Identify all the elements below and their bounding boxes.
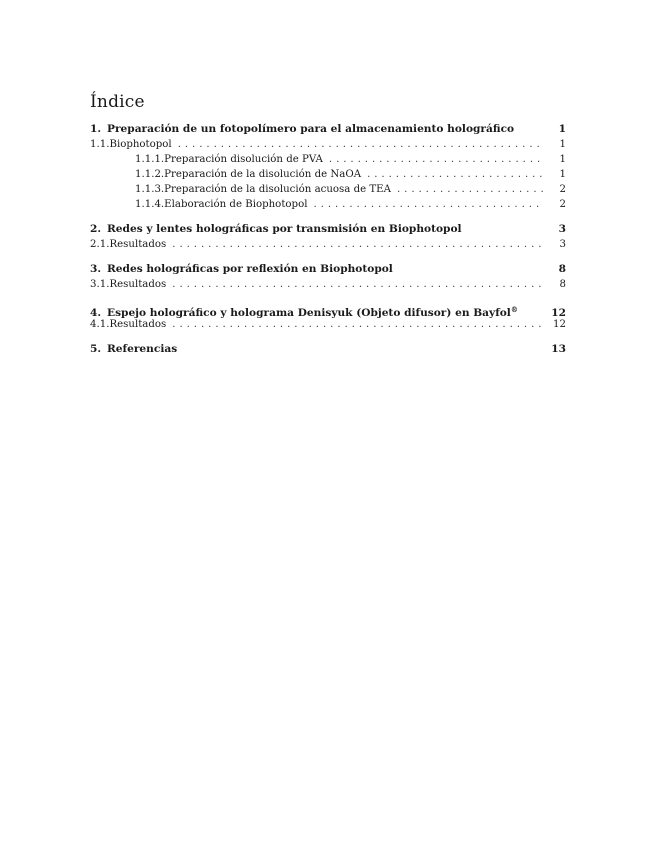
toc-entry[interactable] (90, 317, 566, 332)
entry-number: 1.1.4. (135, 199, 165, 210)
toc-entry[interactable] (90, 262, 566, 277)
entry-page: 1 (559, 139, 566, 150)
entry-number: 1.1. (90, 139, 110, 150)
entry-number: 4. (90, 307, 102, 319)
entry-page: 2 (559, 199, 566, 210)
dot-leader (172, 317, 544, 332)
registered-mark: ® (510, 305, 518, 314)
toc-entry[interactable] (90, 137, 566, 152)
toc-entry[interactable] (90, 122, 566, 137)
entry-title: Preparación de la disolución de NaOA (164, 169, 362, 180)
entry-title: Elaboración de Biophotopol (164, 199, 308, 210)
entry-title: Resultados (109, 239, 167, 250)
toc-entry[interactable] (90, 152, 566, 167)
toc-entry[interactable] (90, 222, 566, 237)
entry-page: 12 (551, 307, 566, 319)
dot-leader (178, 137, 544, 152)
entry-page: 3 (558, 223, 566, 235)
dot-leader (172, 277, 544, 292)
entry-page: 8 (559, 279, 566, 290)
entry-number: 1.1.3. (135, 184, 165, 195)
entry-title: Biophotopol (109, 139, 172, 150)
entry-title: Redes y lentes holográficas por transmisión en Biophotopol (107, 223, 462, 235)
toc-entry[interactable] (90, 167, 566, 182)
entry-number: 4.1. (90, 319, 110, 330)
entry-page: 13 (551, 343, 566, 355)
entry-title: Preparación de un fotopolímero para el almacenamiento holográfico (107, 123, 515, 135)
dot-leader (397, 182, 544, 197)
entry-page: 1 (559, 169, 566, 180)
entry-number: 2.1. (90, 239, 110, 250)
entry-page: 12 (553, 319, 566, 330)
entry-title: Resultados (109, 319, 167, 330)
entry-page: 3 (559, 239, 566, 250)
entry-title-text: Espejo holográfico y holograma Denisyuk (Objeto difusor) en Bayfol (107, 307, 511, 319)
dot-leader (329, 152, 544, 167)
toc-entry[interactable] (90, 197, 566, 212)
entry-page: 2 (559, 184, 566, 195)
table-of-contents (90, 122, 566, 357)
dot-leader (172, 237, 544, 252)
entry-number: 1.1.1. (135, 154, 165, 165)
entry-title: Preparación disolución de PVA (164, 154, 323, 165)
entry-number: 3. (90, 263, 102, 275)
dot-leader (313, 197, 544, 212)
entry-page: 8 (558, 263, 566, 275)
entry-title: Redes holográficas por reflexión en Biophotopol (107, 263, 393, 275)
entry-page: 1 (559, 154, 566, 165)
entry-number: 3.1. (90, 279, 110, 290)
entry-title: Preparación de la disolución acuosa de TEA (164, 184, 391, 195)
entry-number: 1.1.2. (135, 169, 165, 180)
entry-title: Resultados (109, 279, 167, 290)
entry-number: 1. (90, 123, 102, 135)
entry-number: 2. (90, 223, 102, 235)
entry-page: 1 (558, 123, 566, 135)
dot-leader (367, 167, 544, 182)
toc-entry[interactable] (90, 182, 566, 197)
entry-number: 5. (90, 343, 102, 355)
entry-title: Referencias (107, 343, 178, 355)
toc-entry[interactable] (90, 302, 566, 317)
toc-entry[interactable] (90, 277, 566, 292)
toc-entry[interactable] (90, 237, 566, 252)
toc-entry[interactable] (90, 342, 566, 357)
toc-heading: Índice (90, 92, 145, 112)
